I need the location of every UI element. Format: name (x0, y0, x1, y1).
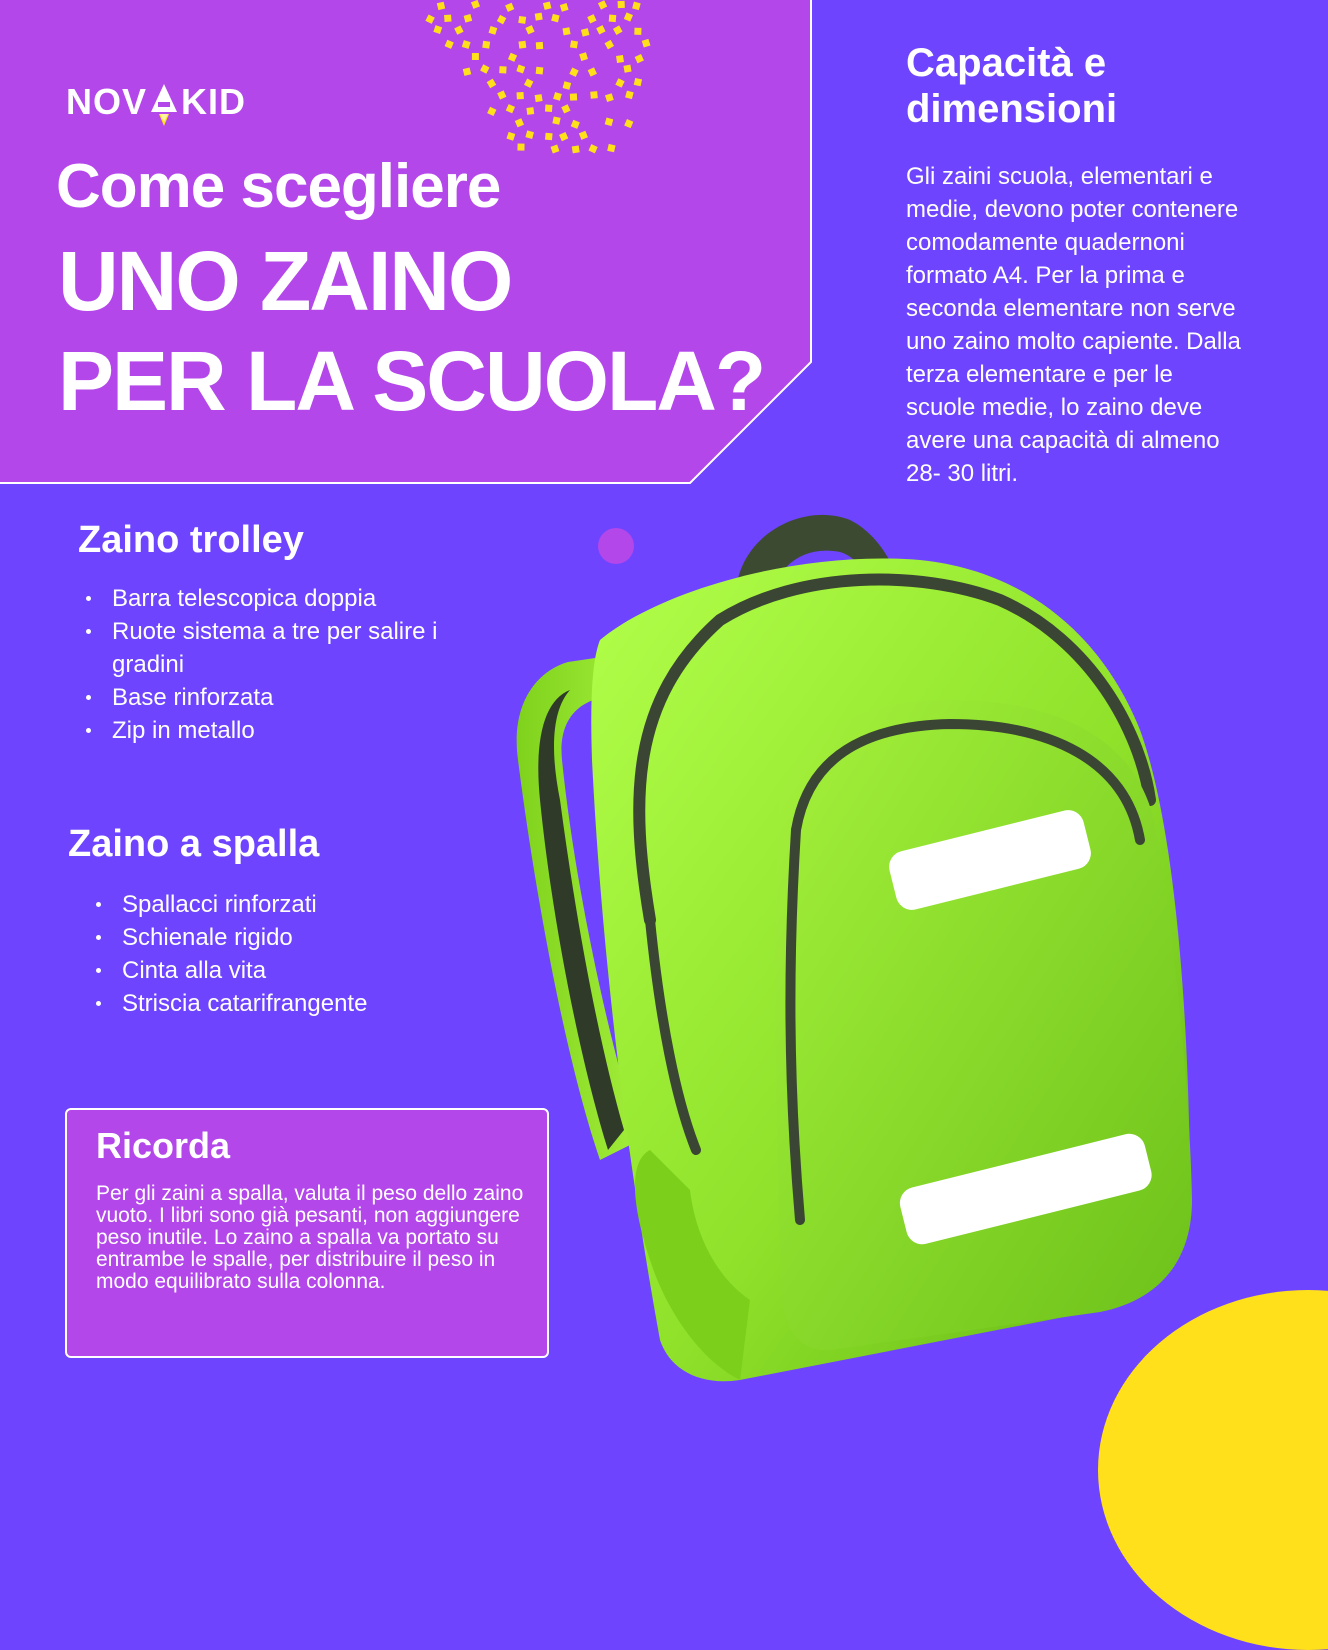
confetti-dot (535, 94, 543, 102)
confetti-dot (615, 78, 624, 87)
confetti-dot (609, 15, 617, 23)
confetti-dot (505, 3, 514, 12)
confetti-dot (605, 93, 614, 102)
confetti-dot (607, 144, 615, 152)
shoulder-backpack-title: Zaino a spalla (68, 823, 320, 865)
confetti-dot (506, 132, 515, 141)
confetti-dot (535, 13, 543, 21)
confetti-dot (572, 145, 580, 153)
confetti-dot (524, 78, 533, 87)
rocket-icon (149, 82, 179, 132)
title-line-3: PER LA SCUOLA? (58, 334, 765, 428)
reminder-title: Ricorda (96, 1125, 231, 1166)
confetti-dot (464, 14, 473, 23)
confetti-dot (543, 1, 551, 9)
logo-text-left: NOV (66, 81, 148, 122)
confetti-dot (463, 67, 471, 75)
list-item: Ruote sistema a tre per salire i gradini (78, 615, 498, 681)
confetti-dot (579, 131, 588, 140)
confetti-dot (445, 40, 454, 49)
list-item: Schienale rigido (88, 921, 508, 954)
confetti-dot (634, 28, 641, 35)
confetti-dot (454, 25, 463, 34)
confetti-dot (605, 40, 615, 50)
trolley-list (78, 582, 498, 747)
confetti-dot (525, 25, 534, 34)
confetti-dot (642, 39, 651, 48)
shoulder-backpack-list (88, 888, 508, 1020)
list-item: Striscia catarifrangente (88, 987, 508, 1020)
confetti-dot (480, 64, 489, 73)
confetti-dot (562, 27, 570, 35)
confetti-dot (518, 16, 526, 24)
confetti-dot (462, 40, 471, 49)
title-line-1: Come scegliere (56, 152, 501, 221)
confetti-dot (623, 65, 631, 73)
confetti-dot (634, 78, 642, 86)
confetti-dot (437, 2, 445, 10)
logo-text-right: KID (181, 81, 247, 122)
confetti-dot (552, 116, 560, 124)
capacity-text: Gli zaini scuola, elementari e medie, devono poter contenere comodamente quadernoni formato A4. Per la prima e seconda elementare non serve uno zaino molto capiente. Dalla terza elementare e per le scuole medie, lo zaino deve avere una capacità di almeno 28- 30 litri. (906, 163, 1241, 487)
confetti-dot (618, 1, 625, 8)
confetti-dot (489, 26, 498, 35)
confetti-dot (560, 3, 569, 12)
confetti-dot (625, 91, 634, 100)
confetti-dot (596, 25, 605, 34)
list-item: Cinta alla vita (88, 954, 508, 987)
confetti-dot (551, 145, 560, 154)
confetti-dot (425, 14, 434, 23)
confetti-dot (571, 120, 580, 129)
confetti-dot (590, 91, 598, 99)
confetti-dot (517, 144, 524, 151)
novakid-logo (66, 82, 246, 132)
confetti-dot (598, 0, 607, 9)
list-item: Base rinforzata (78, 681, 498, 714)
confetti-dot (508, 53, 517, 62)
confetti-dot (570, 93, 577, 100)
confetti-dot (545, 104, 552, 111)
confetti-dot (553, 92, 562, 101)
confetti-dot (487, 107, 496, 116)
confetti-dot (587, 14, 596, 23)
confetti-dot (581, 28, 589, 36)
reminder-text: Per gli zaini a spalla, valuta il peso dello zaino vuoto. I libri sono già pesanti, non aggiungere peso inutile. Lo zaino a spalla va portato su entrambe le spalle, per distribuire il peso in modo equilibrato sulla colonna. (96, 1182, 524, 1293)
confetti-dot (613, 25, 623, 35)
confetti-dot (515, 118, 524, 127)
title-line-2: UNO ZAINO (58, 234, 512, 328)
confetti-dot (506, 104, 515, 113)
confetti-dot (551, 14, 559, 22)
trolley-title: Zaino trolley (78, 519, 304, 561)
confetti-dot (487, 79, 497, 89)
confetti-dot (570, 40, 578, 48)
confetti-dot (497, 15, 506, 24)
confetti-dot (433, 25, 442, 34)
confetti-dot (525, 130, 534, 139)
confetti-dot (588, 67, 597, 76)
confetti-dots-decoration (380, 0, 670, 160)
confetti-dot (545, 133, 553, 141)
confetti-dot (605, 118, 614, 127)
list-item: Spallacci rinforzati (88, 888, 508, 921)
capacity-title: Capacità e dimensioni (906, 41, 1118, 131)
confetti-dot (516, 65, 525, 74)
backpack-illustration (500, 500, 1220, 1420)
confetti-dot (635, 54, 644, 63)
confetti-dot (561, 104, 570, 113)
confetti-dot (497, 90, 506, 99)
confetti-dot (536, 67, 544, 75)
confetti-dot (444, 15, 451, 22)
confetti-dot (569, 68, 578, 77)
confetti-dot (616, 55, 624, 63)
confetti-dot (526, 107, 534, 115)
confetti-dot (632, 2, 641, 11)
confetti-dot (518, 41, 526, 49)
confetti-dot (579, 52, 588, 61)
confetti-dot (536, 42, 543, 49)
list-item: Zip in metallo (78, 714, 498, 747)
confetti-dot (472, 53, 479, 60)
confetti-dot (517, 92, 524, 99)
confetti-dot (559, 132, 568, 141)
confetti-dot (624, 12, 633, 21)
confetti-dot (588, 144, 597, 153)
confetti-dot (499, 66, 506, 73)
confetti-dot (471, 0, 480, 9)
confetti-dot (482, 41, 490, 49)
list-item: Barra telescopica doppia (78, 582, 498, 615)
confetti-dot (624, 119, 633, 128)
confetti-dot (563, 81, 572, 90)
